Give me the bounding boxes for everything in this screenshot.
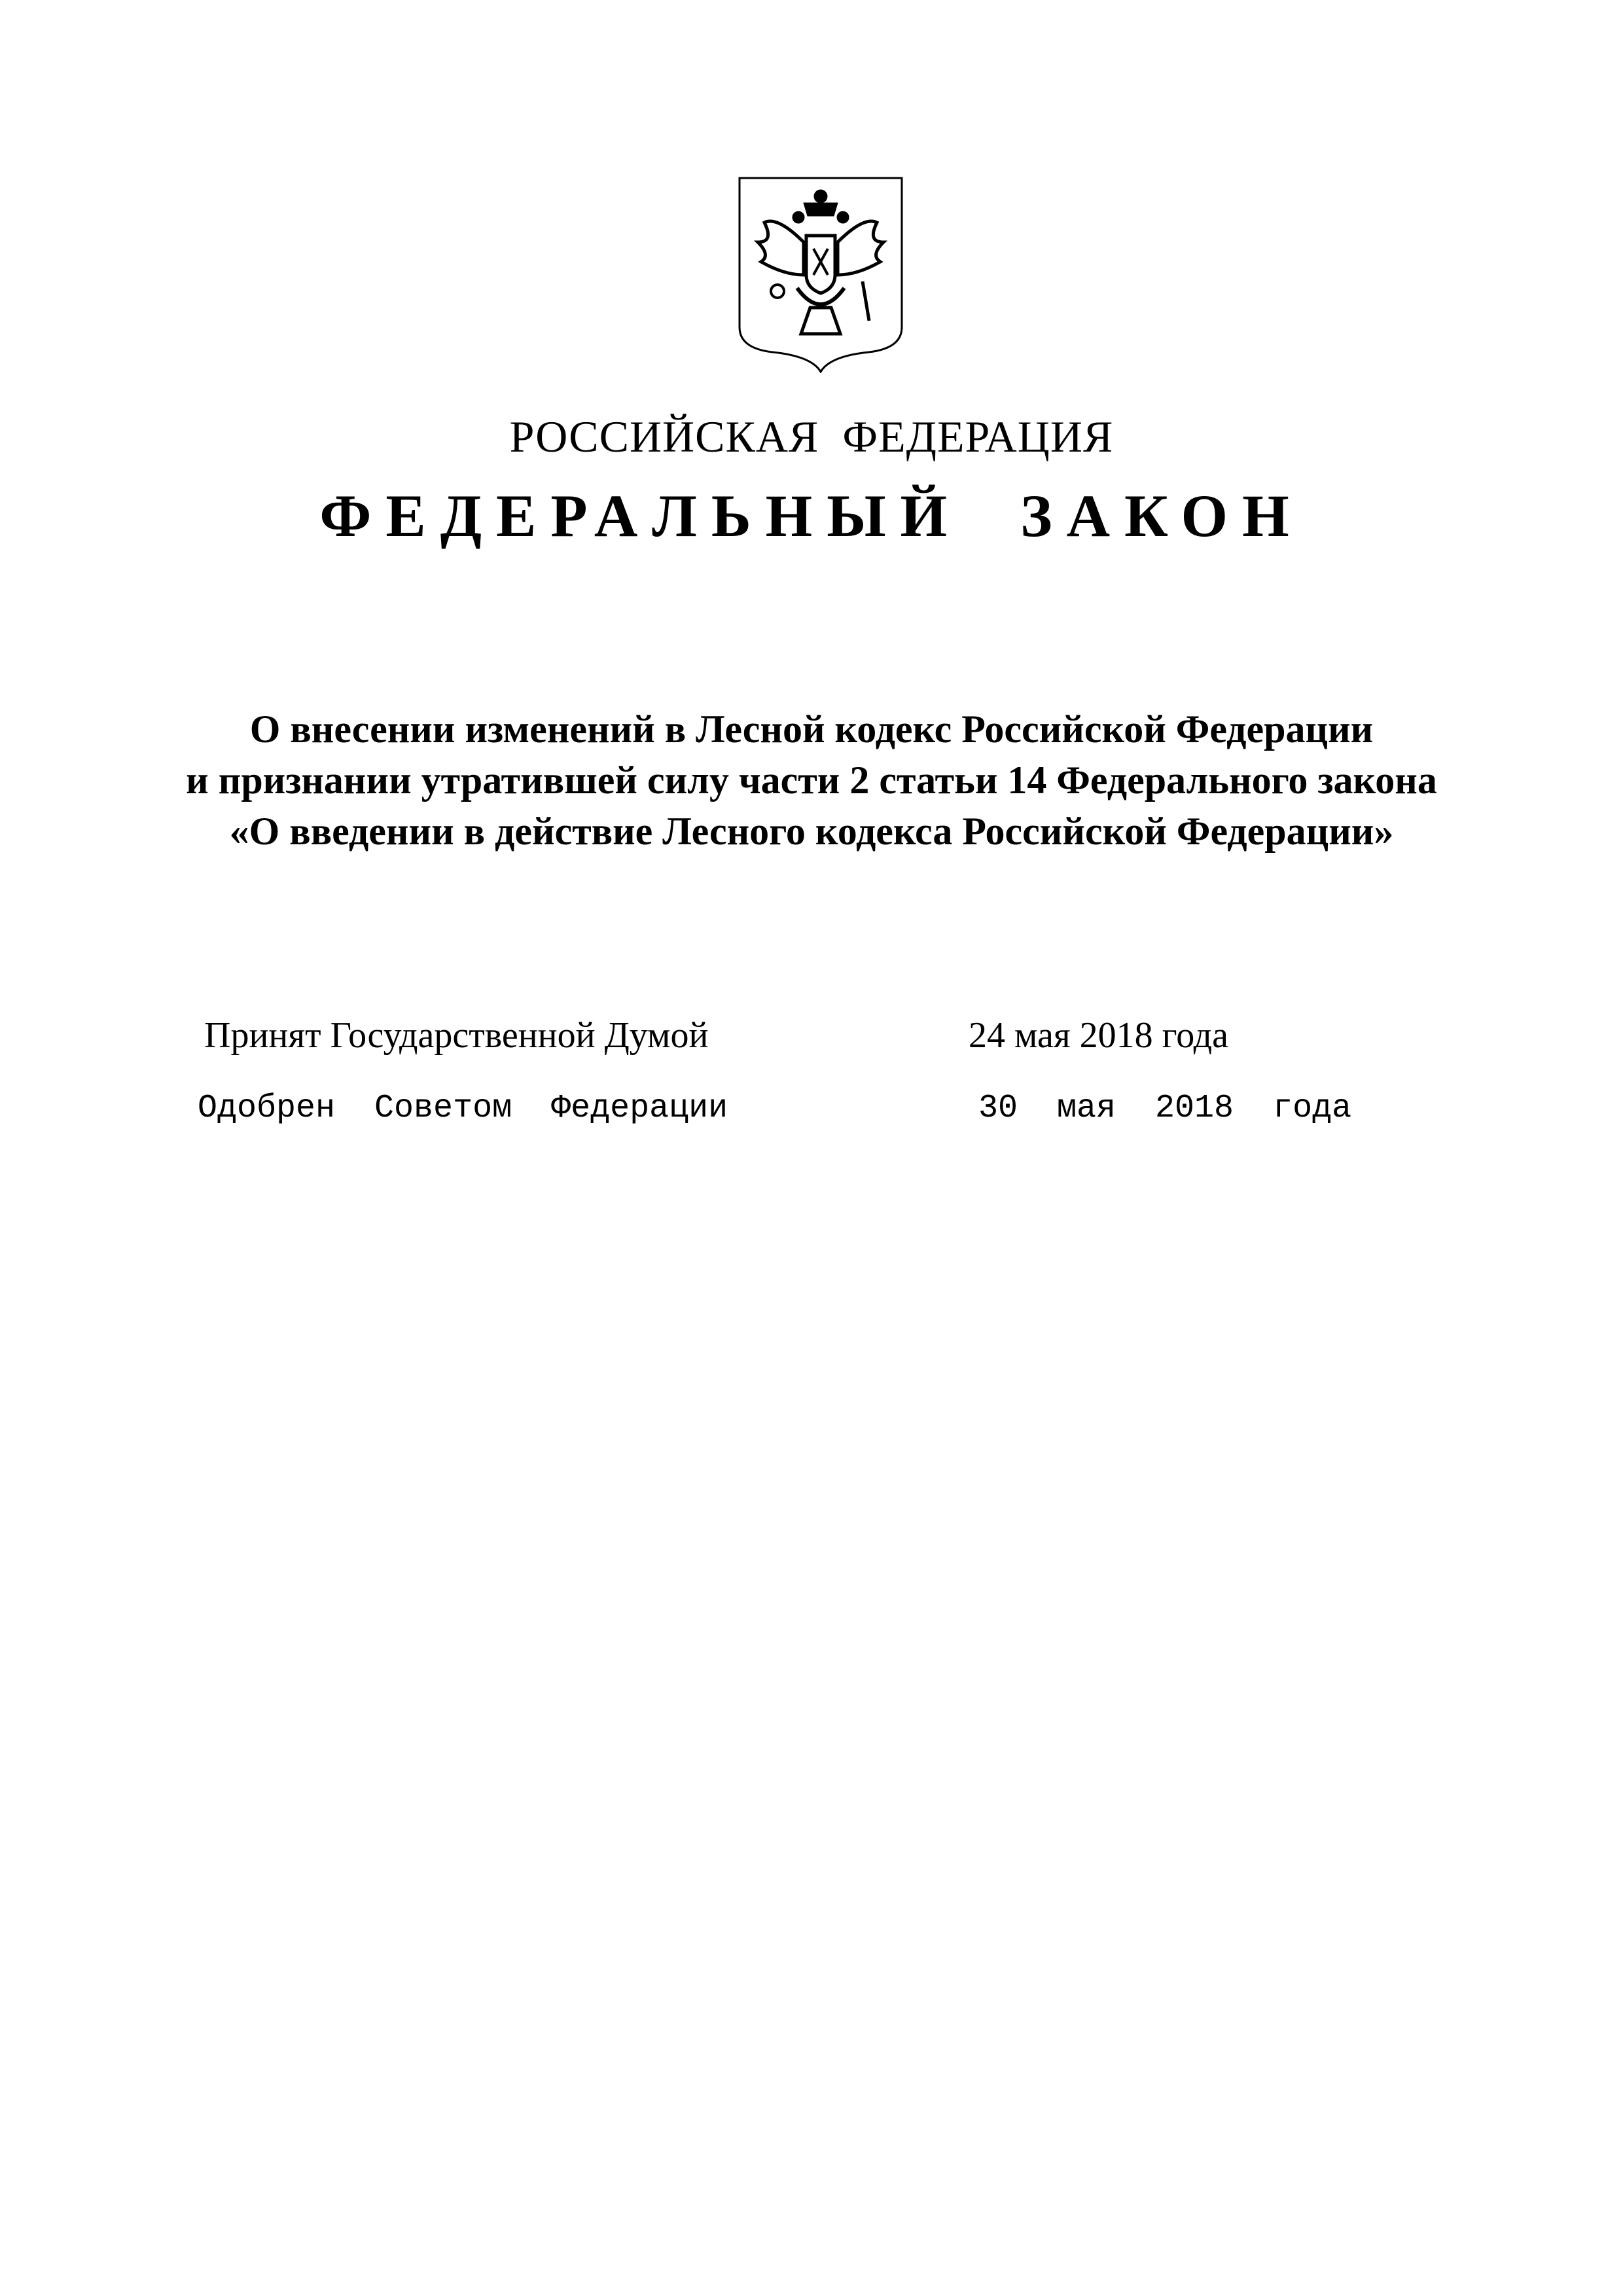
law-title <box>0 704 1623 857</box>
country-name: РОССИЙСКАЯ ФЕДЕРАЦИЯ <box>509 412 1114 461</box>
document-type: ФЕДЕРАЛЬНЫЙ ЗАКОН <box>319 482 1304 549</box>
title-line: О внесении изменений в Лесной кодекс Российской Федерации <box>249 708 1374 751</box>
title-line: и признании утратившей силу части 2 статьи 14 Федерального закона <box>186 759 1437 802</box>
council-approval-date: 30 мая 2018 года <box>978 1090 1352 1127</box>
duma-adoption-date: 24 мая 2018 года <box>969 1015 1228 1056</box>
duma-adoption-label: Принят Государственной Думой <box>204 1015 709 1056</box>
council-approval-label: Одобрен Советом Федерации <box>198 1090 728 1127</box>
title-line: «О введении в действие Лесного кодекса Российской Федерации» <box>229 810 1394 853</box>
coat-of-arms-emblem-icon <box>738 177 903 373</box>
